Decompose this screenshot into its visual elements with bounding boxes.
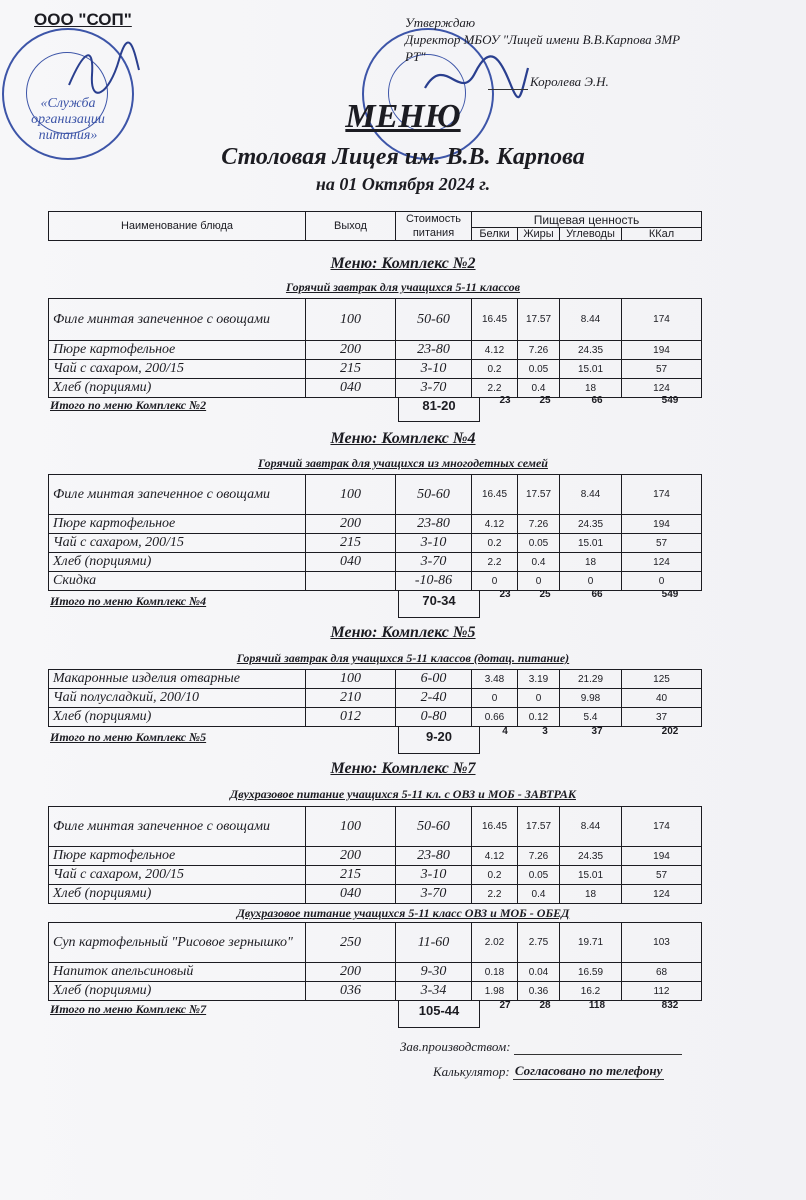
- complex-7-breakfast-table: [48, 806, 702, 904]
- approval-line-3: РТ": [405, 49, 426, 64]
- table-row: Пюре картофельное 200 23-80 4.12 7.26 24.35 194: [49, 515, 702, 534]
- table-row: Хлеб (порциями) 040 3-70 2.2 0.4 18 124: [49, 379, 702, 398]
- complex-4-table: [48, 474, 702, 591]
- complex-7-subtitle: Двухразовое питание учащихся 5-11 кл. с ОВЗ и МОБ - ЗАВТРАК: [230, 787, 576, 801]
- complex-5-total-label: Итого по меню Комплекс №5: [50, 730, 207, 744]
- table-row: Хлеб (порциями) 036 3-34 1.98 0.36 16.2 112: [49, 982, 702, 1001]
- table-row: Чай полусладкий, 200/10 210 2-40 0 0 9.98 40: [49, 689, 702, 708]
- production-manager-line: [400, 1039, 682, 1055]
- complex-7-total-cost: 105-44: [398, 1001, 480, 1028]
- table-row: Макаронные изделия отварные 100 6-00 3.48 3.19 21.29 125: [49, 670, 702, 689]
- complex-2-table: [48, 298, 702, 398]
- table-row: Чай с сахаром, 200/15 215 3-10 0.2 0.05 15.01 57: [49, 360, 702, 379]
- complex-4-total-label: Итого по меню Комплекс №4: [50, 594, 207, 608]
- canteen-name: Столовая Лицея им. В.В. Карпова: [221, 144, 585, 170]
- calculator-line: [433, 1063, 664, 1080]
- complex-2-total-label: Итого по меню Комплекс №2: [50, 398, 207, 412]
- col-dish: Наименование блюда: [49, 212, 306, 241]
- menu-date: на 01 Октября 2024 г.: [315, 174, 491, 194]
- approval-line-2: Директор МБОУ "Лицей имени В.В.Карпова ЗМР: [405, 32, 681, 47]
- complex-5-totals: 4 3 37 202: [502, 726, 679, 737]
- director-name: Королева Э.Н.: [530, 74, 609, 89]
- complex-5-table: [48, 669, 702, 727]
- calculator-value: Согласовано по телефону: [514, 1063, 663, 1078]
- table-row: Хлеб (порциями) 012 0-80 0.66 0.12 5.4 37: [49, 708, 702, 727]
- col-cost: Стоимость питания: [396, 212, 472, 241]
- col-proteins: Белки: [472, 228, 518, 241]
- col-carbs: Углеводы: [560, 228, 622, 241]
- table-row: Хлеб (порциями) 040 3-70 2.2 0.4 18 124: [49, 553, 702, 572]
- table-row: Чай с сахаром, 200/15 215 3-10 0.2 0.05 15.01 57: [49, 534, 702, 553]
- table-row: Филе минтая запеченное с овощами 100 50-60 16.45 17.57 8.44 174: [49, 475, 702, 515]
- table-row: Скидка -10-86 0 0 0 0: [49, 572, 702, 591]
- complex-5-subtitle: Горячий завтрак для учащихся 5-11 классов (дотац. питание): [236, 651, 570, 665]
- complex-7-total-label: Итого по меню Комплекс №7: [50, 1002, 207, 1016]
- complex-2-total-cost: 81-20: [398, 397, 480, 422]
- complex-7-lunch-table: [48, 922, 702, 1001]
- organization-name: ООО "СОП": [34, 10, 132, 29]
- left-signature: [64, 40, 144, 100]
- complex-5-title: Меню: Комплекс №5: [330, 624, 476, 641]
- table-row: Суп картофельный "Рисовое зернышко" 250 11-60 2.02 2.75 19.71 103: [49, 923, 702, 963]
- complex-5-total-cost: 9-20: [398, 727, 480, 754]
- table-row: Филе минтая запеченное с овощами 100 50-60 16.45 17.57 8.44 174: [49, 299, 702, 341]
- signature-line: [488, 89, 528, 90]
- complex-4-total-cost: 70-34: [398, 591, 480, 618]
- complex-2-subtitle: Горячий завтрак для учащихся 5-11 классов: [285, 280, 521, 294]
- complex-2-title: Меню: Комплекс №2: [330, 255, 476, 272]
- col-output: Выход: [306, 212, 396, 241]
- complex-2-totals: 23 25 66 549: [499, 395, 679, 406]
- complex-4-totals: 23 25 66 549: [499, 589, 679, 600]
- table-row: Филе минтая запеченное с овощами 100 50-60 16.45 17.57 8.44 174: [49, 807, 702, 847]
- table-row: Пюре картофельное 200 23-80 4.12 7.26 24.35 194: [49, 847, 702, 866]
- table-row: Пюре картофельное 200 23-80 4.12 7.26 24.35 194: [49, 341, 702, 360]
- table-row: Чай с сахаром, 200/15 215 3-10 0.2 0.05 15.01 57: [49, 866, 702, 885]
- approval-block: [405, 14, 795, 65]
- complex-7-totals: 27 28 118 832: [499, 1000, 679, 1011]
- col-fats: Жиры: [518, 228, 560, 241]
- column-header-table: [48, 211, 702, 241]
- menu-title: МЕНЮ: [345, 98, 461, 135]
- complex-7-title: Меню: Комплекс №7: [330, 760, 476, 777]
- complex-7-lunch-subtitle: Двухразовое питание учащихся 5-11 класс ОВЗ и МОБ - ОБЕД: [236, 906, 570, 920]
- complex-4-title: Меню: Комплекс №4: [330, 430, 476, 447]
- col-kcal: ККал: [622, 228, 702, 241]
- table-row: Хлеб (порциями) 040 3-70 2.2 0.4 18 124: [49, 885, 702, 904]
- approval-line-1: Утверждаю: [405, 15, 476, 30]
- production-label: Зав.производством:: [400, 1039, 511, 1054]
- stamp-left-text: «Служба организации питания»: [31, 96, 105, 143]
- calculator-label: Калькулятор:: [433, 1064, 510, 1079]
- table-row: Напиток апельсиновый 200 9-30 0.18 0.04 16.59 68: [49, 963, 702, 982]
- complex-4-subtitle: Горячий завтрак для учащихся из многодетных семей: [258, 456, 548, 470]
- col-nutrition: Пищевая ценность: [472, 212, 702, 228]
